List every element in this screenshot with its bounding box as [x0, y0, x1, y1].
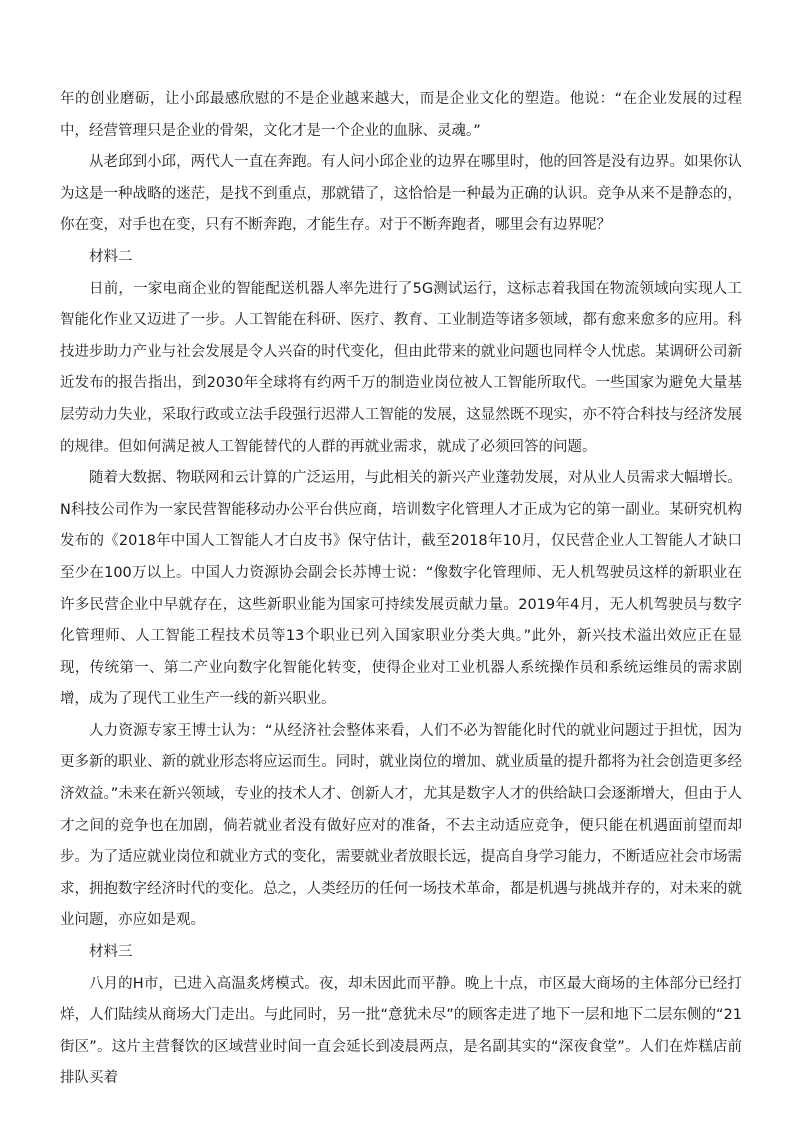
paragraph-6: 八月的H市，已进入高温炙烤模式。夜，却未因此而平静。晚上十点，市区最大商场的主体部分已经打烊，人们陆续从商场大门走出。与此同时，另一批“意犹未尽”的顾客走进了地下一层和地下二层东侧的“21街区”。这片主营餐饮的区域营业时间一直会延长到凌晨两点，是名副其实的“深夜食堂”。人们在炸糕店前排队买着	[60, 975, 742, 1087]
document-body	[60, 84, 742, 1095]
section-heading-material-2: 材料二	[89, 248, 133, 265]
paragraph-1: 年的创业磨砺，让小邱最感欣慰的不是企业越来越大，而是企业文化的塑造。他说：“在企业发展的过程中，经营管理只是企业的骨架，文化才是一个企业的血脉、灵魂。”	[60, 91, 742, 139]
section-heading-material-3: 材料三	[89, 944, 133, 961]
paragraph-4: 随着大数据、物联网和云计算的广泛运用，与此相关的新兴产业蓬勃发展，对从业人员需求大幅增长。N科技公司作为一家民营智能移动办公平台供应商，培训数字化管理人才正成为它的第一副业。某研究机构发布的《2018年中国人工智能人才白皮书》保守估计，截至2018年10月，仅民营企业人工智能人才缺口至少在100万以上。中国人力资源协会副会长苏博士说：“像数字化管理师、无人机驾驶员这样的新职业在许多民营企业中早就存在，这些新职业能为国家可持续发展贡献力量。2019年4月，无人机驾驶员与数字化管理师、人工智能工程技术员等13个职业已列入国家职业分类大典。”此外，新兴技术溢出效应正在显现，传统第一、第二产业向数字化智能化转变，使得企业对工业机器人系统操作员和系统运维员的需求剧增，成为了现代工业生产一线的新兴职业。	[60, 470, 742, 708]
paragraph-2: 从老邱到小邱，两代人一直在奔跑。有人问小邱企业的边界在哪里时，他的回答是没有边界。如果你认为这是一种战略的迷茫，是找不到重点，那就错了，这恰恰是一种最为正确的认识。竞争从来不是静态的，你在变，对手也在变，只有不断奔跑，才能生存。对于不断奔跑者，哪里会有边界呢？	[60, 154, 742, 234]
paragraph-3: 日前，一家电商企业的智能配送机器人率先进行了5G测试运行，这标志着我国在物流领域向实现人工智能化作业又迈进了一步。人工智能在科研、医疗、教育、工业制造等诸多领域，都有愈来愈多的应用。科技进步助力产业与社会发展是令人兴奋的时代变化，但由此带来的就业问题也同样令人忧虑。某调研公司新近发布的报告指出，到2030年全球将有约两千万的制造业岗位被人工智能所取代。一些国家为避免大量基层劳动力失业，采取行政或立法手段强行迟滞人工智能的发展，这显然既不现实，亦不符合科技与经济发展的规律。但如何满足被人工智能替代的人群的再就业需求，就成了必须回答的问题。	[60, 280, 742, 455]
paragraph-5: 人力资源专家王博士认为：“从经济社会整体来看，人们不必为智能化时代的就业问题过于担忧，因为更多新的职业、新的就业形态将应运而生。同时，就业岗位的增加、就业质量的提升都将为社会创造更多经济效益。”未来在新兴领域，专业的技术人才、创新人才，尤其是数字人才的供给缺口会逐渐增大，但由于人才之间的竞争也在加剧，倘若就业者没有做好应对的准备，不去主动适应竞争，便只能在机遇面前望而却步。为了适应就业岗位和就业方式的变化，需要就业者放眼长远，提高自身学习能力，不断适应社会市场需求，拥抱数字经济时代的变化。总之，人类经历的任何一场技术革命，都是机遇与挑战并存的，对未来的就业问题，亦应如是观。	[60, 722, 742, 929]
